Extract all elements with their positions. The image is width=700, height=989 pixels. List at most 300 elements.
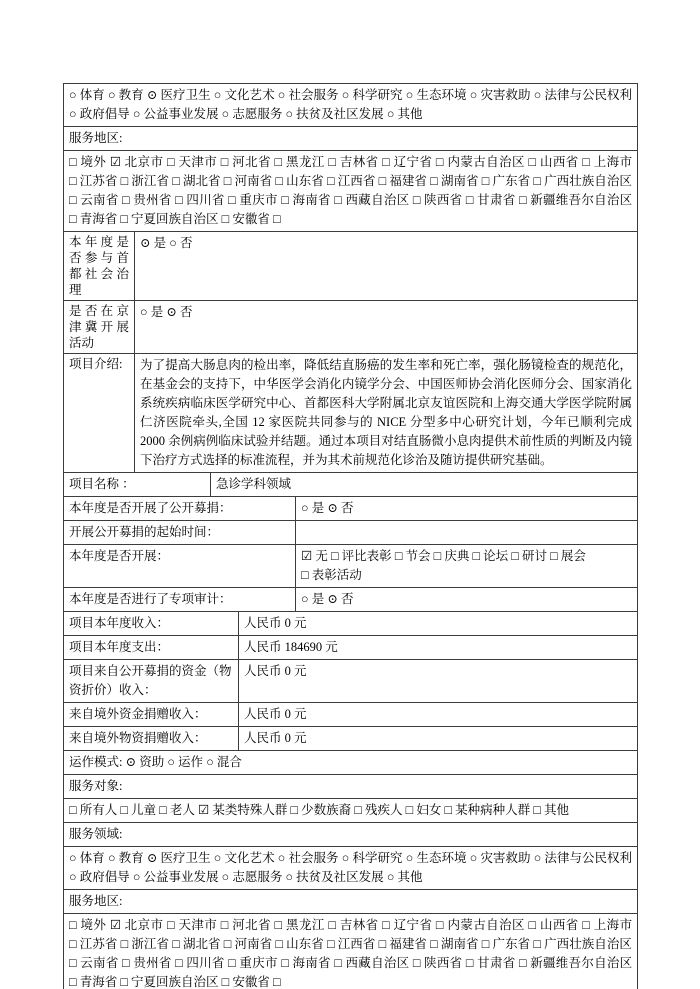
option-label: 重庆市 <box>239 956 278 970</box>
checkbox-icon: □ <box>223 174 232 188</box>
checkbox-icon: □ <box>69 803 77 817</box>
row-project-name <box>64 472 637 496</box>
public-fundraising-label: 本年度是否开展了公开募捐： <box>64 497 296 520</box>
option-label: 境外 <box>80 918 107 932</box>
option-label: 表彰活动 <box>311 568 362 582</box>
option-label: 节会 <box>405 549 431 563</box>
radio-option <box>301 592 324 606</box>
row-public-fund-income <box>64 659 637 702</box>
radio-checked-icon: ⊙ <box>125 755 137 769</box>
checkbox-icon: □ <box>533 803 541 817</box>
option-label: 新疆维吾尔自治区 <box>530 956 633 970</box>
checkbox-option <box>121 174 169 188</box>
checkbox-option <box>434 549 470 563</box>
project-name-label: 项目名称 ： <box>64 473 211 496</box>
option-label: 甘肃省 <box>477 193 516 207</box>
checkbox-option <box>275 918 325 932</box>
option-label: 其他 <box>543 803 569 817</box>
radio-icon: ○ <box>69 107 77 121</box>
radio-icon: ○ <box>169 236 177 250</box>
option-label: 天津市 <box>178 918 218 932</box>
checkbox-icon: □ <box>281 193 290 207</box>
option-label: 其他 <box>397 870 423 884</box>
option-label: 医疗卫生 <box>160 851 211 865</box>
checkbox-option <box>334 956 409 970</box>
checkbox-option <box>221 918 271 932</box>
radio-option <box>133 107 219 121</box>
option-label: 安徽省 <box>232 212 270 226</box>
option-label: 展会 <box>560 549 586 563</box>
option-label: 庆典 <box>444 549 470 563</box>
checkbox-icon: □ <box>412 956 421 970</box>
radio-icon: ○ <box>132 870 141 884</box>
checkbox-option <box>224 937 272 951</box>
checkbox-option <box>110 155 164 169</box>
radio-icon: ○ <box>277 851 286 865</box>
checkbox-icon: □ <box>394 549 403 563</box>
row-service-domain-options-top <box>64 84 637 126</box>
checkbox-option <box>69 803 117 817</box>
option-label: 云南省 <box>80 193 119 207</box>
radio-icon: ○ <box>301 501 309 515</box>
option-label: 陕西省 <box>424 193 463 207</box>
checkbox-icon: □ <box>328 918 337 932</box>
checkbox-option <box>281 956 331 970</box>
option-label: 河北省 <box>232 918 271 932</box>
radio-icon: ○ <box>469 851 478 865</box>
radio-icon: ○ <box>341 851 350 865</box>
radio-icon: ○ <box>167 755 175 769</box>
radio-icon: ○ <box>386 107 395 121</box>
checkbox-option <box>327 937 375 951</box>
checkbox-icon: □ <box>69 975 77 989</box>
checkbox-option <box>519 956 632 970</box>
checkbox-icon: □ <box>166 918 175 932</box>
overseas-goods-income-label: 来自境外物资捐赠收入： <box>64 727 239 750</box>
jingjinji-activity-label: 是否在京津冀开展活动 <box>64 301 135 353</box>
option-label: 广东省 <box>492 937 531 951</box>
checkbox-icon: □ <box>122 193 130 207</box>
option-label: 否 <box>340 592 354 606</box>
option-label: 政府倡导 <box>79 870 130 884</box>
checkbox-icon: □ <box>120 212 128 226</box>
radio-option <box>69 88 105 102</box>
public-fund-income-label: 项目来自公开募捐的资金（物资折价）收入： <box>64 660 239 702</box>
option-label: 教育 <box>118 851 144 865</box>
radio-option <box>166 305 192 319</box>
radio-option <box>278 851 339 865</box>
checkbox-option <box>354 803 402 817</box>
checkbox-option <box>221 155 271 169</box>
radio-icon: ○ <box>107 88 116 102</box>
option-label: 体育 <box>79 88 105 102</box>
option-label: 论坛 <box>483 549 509 563</box>
checkbox-option <box>430 174 478 188</box>
checkbox-option <box>582 918 632 932</box>
option-label: 天津市 <box>178 155 218 169</box>
checkbox-icon: □ <box>274 155 283 169</box>
checkbox-icon: □ <box>334 956 343 970</box>
option-label: 辽宁省 <box>393 918 433 932</box>
row-service-region-options-top <box>64 150 637 231</box>
radio-option <box>133 870 219 884</box>
public-fund-income-value: 人民币 0 元 <box>244 664 307 678</box>
checkbox-option <box>301 568 362 582</box>
checkbox-icon: □ <box>69 918 77 932</box>
option-label: 山东省 <box>286 937 324 951</box>
option-label: 法律与公民权利 <box>544 851 633 865</box>
checkbox-icon: □ <box>465 193 474 207</box>
special-audit-label: 本年度是否进行了专项审计： <box>64 588 296 611</box>
checkbox-icon: □ <box>330 549 339 563</box>
option-label: 社会服务 <box>288 851 339 865</box>
checkbox-option <box>482 174 530 188</box>
option-label: 医疗卫生 <box>160 88 211 102</box>
option-label: 西藏自治区 <box>345 956 410 970</box>
checkbox-icon: □ <box>69 937 77 951</box>
checkbox-option <box>413 956 463 970</box>
option-label: 资助 <box>139 755 165 769</box>
checkbox-option <box>122 193 172 207</box>
checkbox-icon: □ <box>582 155 591 169</box>
checkbox-icon: □ <box>69 212 77 226</box>
radio-icon: ○ <box>213 88 222 102</box>
radio-option <box>214 851 275 865</box>
special-audit-value <box>296 588 637 611</box>
option-label: 广西壮族自治区 <box>544 937 632 951</box>
radio-option <box>140 236 166 250</box>
checkbox-icon: □ <box>472 549 481 563</box>
service-region-options <box>64 914 637 989</box>
checkbox-option <box>382 155 432 169</box>
activities-held-label: 本年度是否开展： <box>64 545 296 587</box>
jingjinji-activity-value <box>135 301 637 353</box>
checkbox-icon: □ <box>120 803 128 817</box>
checkbox-icon: □ <box>582 918 591 932</box>
public-fundraising-value <box>296 497 637 520</box>
row-overseas-goods-income <box>64 726 637 750</box>
row-service-region-options <box>64 913 637 989</box>
checkbox-option <box>69 155 106 169</box>
radio-icon: ○ <box>469 88 478 102</box>
checkbox-option <box>275 174 323 188</box>
checkbox-option <box>582 155 632 169</box>
activities-held-value <box>296 545 637 587</box>
radio-icon: ○ <box>533 851 542 865</box>
checkbox-option <box>379 174 427 188</box>
option-label: 残疾人 <box>364 803 403 817</box>
option-label: 青海省 <box>79 975 118 989</box>
option-label: 体育 <box>79 851 105 865</box>
checkbox-option <box>122 956 172 970</box>
option-label: 运作 <box>178 755 204 769</box>
option-label: 老人 <box>169 803 195 817</box>
radio-option <box>342 851 403 865</box>
option-label: 文化艺术 <box>224 851 275 865</box>
checkbox-icon: □ <box>481 937 490 951</box>
option-label: 西藏自治区 <box>345 193 410 207</box>
option-label: 河南省 <box>234 174 273 188</box>
checkbox-option <box>198 803 287 817</box>
radio-icon: ○ <box>386 870 395 884</box>
row-jingjinji-activity <box>64 300 637 353</box>
option-label: 志愿服务 <box>232 870 283 884</box>
checkbox-icon: □ <box>172 937 180 951</box>
option-label: 法律与公民权利 <box>544 88 633 102</box>
checkbox-icon: □ <box>326 174 335 188</box>
service-region-options-top <box>64 151 637 231</box>
radio-option <box>214 88 275 102</box>
row-service-domain-options <box>64 846 637 889</box>
checkbox-icon: □ <box>405 803 414 817</box>
option-label: 境外 <box>80 155 107 169</box>
option-label: 扶贫及社区发展 <box>296 870 384 884</box>
capital-governance-value <box>135 232 637 300</box>
service-region-label-top: 服务地区: <box>69 131 123 145</box>
option-label: 上海市 <box>593 155 633 169</box>
project-intro-text: 为了提高大肠息肉的检出率，降低结直肠癌的发生率和死亡率，强化肠镜检查的规范化，在基金会的支持下，中华医学会消化内镜学分会、中国医师协会消化医师分会、国家消化系统疾病临床医学研究中心、首都医科大学附属北京友谊医院和上海交通大学医学院附属仁济医院牵头,全国 12 家医院共同参与的 NICE 分型多中心研究计划，今年已顺利完成 2000 余例病例临床试验并结题。通过本项目对结直肠微小息肉提供术前性质的判断及内镜下治疗方式选择的标准流程，并为其术前规范化诊治及随访提供研究基础。 <box>140 358 632 467</box>
overseas-fund-income-label: 来自境外资金捐赠收入： <box>64 703 239 726</box>
checkbox-icon: □ <box>334 193 343 207</box>
row-service-region-label <box>64 889 637 913</box>
annual-income-label: 项目本年度收入： <box>64 612 239 635</box>
checkbox-option <box>69 956 119 970</box>
radio-option <box>147 88 211 102</box>
checkbox-icon: □ <box>122 956 130 970</box>
radio-option <box>301 501 324 515</box>
checkbox-option <box>69 212 117 226</box>
option-label: 灾害救助 <box>480 851 531 865</box>
option-label: 公益事业发展 <box>143 107 219 121</box>
service-target-label: 服务对象: <box>69 779 123 793</box>
option-label: 生态环境 <box>416 88 467 102</box>
radio-checked-icon: ⊙ <box>140 236 151 250</box>
option-label: 湖南省 <box>440 937 479 951</box>
option-label: 志愿服务 <box>232 107 283 121</box>
checkbox-option <box>273 975 281 989</box>
checkbox-icon: □ <box>301 568 309 582</box>
service-target-options <box>64 799 637 822</box>
option-label: 是 <box>150 305 164 319</box>
option-label: 否 <box>179 305 193 319</box>
radio-option <box>222 870 283 884</box>
option-label: 贵州省 <box>133 956 172 970</box>
radio-option <box>140 305 163 319</box>
checkbox-option <box>327 174 375 188</box>
checkbox-option <box>69 918 106 932</box>
radio-option <box>108 88 144 102</box>
overseas-fund-income-value: 人民币 0 元 <box>244 707 307 721</box>
checkbox-option <box>301 549 328 563</box>
radio-option <box>169 236 192 250</box>
checkbox-icon: □ <box>166 155 175 169</box>
row-service-region-label-top <box>64 126 637 150</box>
radio-option <box>534 88 632 102</box>
checkbox-option <box>175 956 225 970</box>
checkbox-option <box>120 803 156 817</box>
checkbox-option <box>550 549 586 563</box>
option-label: 无 <box>315 549 328 563</box>
fundraising-start-value <box>296 521 637 544</box>
checkbox-option <box>224 174 272 188</box>
checkbox-icon: □ <box>120 975 128 989</box>
checkbox-option <box>444 803 530 817</box>
option-label: 福建省 <box>389 174 427 188</box>
annual-income-value: 人民币 0 元 <box>244 616 307 630</box>
checkbox-option <box>511 549 547 563</box>
option-label: 四川省 <box>186 193 225 207</box>
checkbox-option <box>328 155 378 169</box>
checkbox-option <box>222 212 270 226</box>
radio-icon: ○ <box>341 88 350 102</box>
checkbox-option <box>533 803 569 817</box>
radio-icon: ○ <box>69 851 77 865</box>
option-label: 陕西省 <box>424 956 463 970</box>
option-label: 是 <box>311 592 325 606</box>
checkbox-option <box>528 918 578 932</box>
checkbox-icon: □ <box>228 956 236 970</box>
checkbox-option <box>120 212 218 226</box>
checkbox-option <box>466 956 516 970</box>
option-label: 灾害救助 <box>480 88 531 102</box>
checkbox-option <box>482 937 530 951</box>
radio-option <box>147 851 211 865</box>
service-region-label: 服务地区: <box>69 894 123 908</box>
radio-icon: ○ <box>285 107 294 121</box>
checkbox-icon: □ <box>228 193 236 207</box>
option-label: 科学研究 <box>352 88 403 102</box>
radio-option <box>206 755 242 769</box>
checkbox-option <box>121 937 169 951</box>
option-label: 评比表彰 <box>341 549 392 563</box>
checkbox-icon: □ <box>69 193 77 207</box>
option-label: 吉林省 <box>339 918 379 932</box>
radio-option <box>108 851 144 865</box>
radio-icon: ○ <box>285 870 294 884</box>
checkbox-icon: □ <box>433 549 442 563</box>
checkbox-option <box>281 193 331 207</box>
radio-option <box>167 755 203 769</box>
row-service-target-label <box>64 774 637 798</box>
option-label: 某种病种人群 <box>455 803 531 817</box>
option-label: 生态环境 <box>416 851 467 865</box>
option-label: 少数族裔 <box>301 803 352 817</box>
checkbox-icon: □ <box>533 937 541 951</box>
option-label: 科学研究 <box>352 851 403 865</box>
checkbox-checked-icon: ☑ <box>197 803 210 817</box>
overseas-goods-income-value: 人民币 0 元 <box>244 731 307 745</box>
checkbox-option <box>172 937 220 951</box>
option-label: 浙江省 <box>131 937 170 951</box>
option-label: 妇女 <box>416 803 442 817</box>
option-label: 山西省 <box>539 918 579 932</box>
checkbox-icon: □ <box>465 956 474 970</box>
checkbox-icon: □ <box>275 174 283 188</box>
checkbox-icon: □ <box>326 937 335 951</box>
option-label: 文化艺术 <box>224 88 275 102</box>
checkbox-option <box>175 193 225 207</box>
checkbox-icon: □ <box>528 155 537 169</box>
option-label: 所有人 <box>79 803 118 817</box>
radio-icon: ○ <box>69 88 77 102</box>
checkbox-icon: □ <box>481 174 490 188</box>
project-report-form-table <box>63 83 638 989</box>
checkbox-icon: □ <box>272 212 281 226</box>
radio-option <box>534 851 632 865</box>
option-label: 内蒙古自治区 <box>447 918 525 932</box>
operation-mode-cell <box>64 751 637 774</box>
checkbox-icon: □ <box>435 918 444 932</box>
checkbox-option <box>533 937 632 951</box>
option-label: 混合 <box>216 755 242 769</box>
checkbox-icon: □ <box>290 803 299 817</box>
checkbox-option <box>528 155 578 169</box>
radio-option <box>285 107 383 121</box>
radio-icon: ○ <box>132 107 141 121</box>
checkbox-option <box>167 155 217 169</box>
option-label: 其他 <box>397 107 423 121</box>
option-label: 儿童 <box>131 803 157 817</box>
checkbox-option <box>436 155 525 169</box>
option-label: 黑龙江 <box>286 155 325 169</box>
radio-icon: ○ <box>213 851 222 865</box>
option-label: 江西省 <box>337 174 376 188</box>
option-label: 是 <box>153 236 167 250</box>
checkbox-icon: □ <box>511 549 519 563</box>
option-label: 四川省 <box>186 956 225 970</box>
option-label: 甘肃省 <box>477 956 516 970</box>
checkbox-icon: □ <box>220 155 229 169</box>
radio-checked-icon: ⊙ <box>327 592 338 606</box>
checkbox-option <box>519 193 632 207</box>
radio-option <box>387 870 423 884</box>
checkbox-option <box>275 937 323 951</box>
checkbox-icon: □ <box>175 956 183 970</box>
option-label: 广东省 <box>492 174 531 188</box>
radio-icon: ○ <box>301 592 309 606</box>
checkbox-icon: □ <box>378 174 387 188</box>
checkbox-checked-icon: ☑ <box>109 155 122 169</box>
fundraising-start-label: 开展公开募捐的起始时间： <box>64 521 296 544</box>
checkbox-icon: □ <box>275 937 283 951</box>
radio-option <box>327 501 353 515</box>
option-label: 湖南省 <box>440 174 479 188</box>
radio-option <box>470 851 531 865</box>
row-operation-mode <box>64 750 637 774</box>
checkbox-icon: □ <box>518 193 527 207</box>
option-label: 吉林省 <box>339 155 379 169</box>
row-annual-income <box>64 611 637 635</box>
radio-icon: ○ <box>206 755 214 769</box>
option-label: 否 <box>179 236 193 250</box>
option-label: 研讨 <box>521 549 547 563</box>
row-fundraising-start <box>64 520 637 544</box>
service-domain-options-top <box>64 84 637 126</box>
checkbox-option <box>406 803 442 817</box>
checkbox-icon: □ <box>69 956 77 970</box>
checkbox-option <box>382 918 432 932</box>
option-label: 北京市 <box>124 155 164 169</box>
checkbox-icon: □ <box>382 918 391 932</box>
radio-option <box>470 88 531 102</box>
option-label: 贵州省 <box>133 193 172 207</box>
option-label: 海南省 <box>292 956 331 970</box>
checkbox-icon: □ <box>444 803 453 817</box>
radio-option <box>342 88 403 102</box>
radio-icon: ○ <box>140 305 148 319</box>
checkbox-option <box>172 174 220 188</box>
checkbox-option <box>69 174 117 188</box>
